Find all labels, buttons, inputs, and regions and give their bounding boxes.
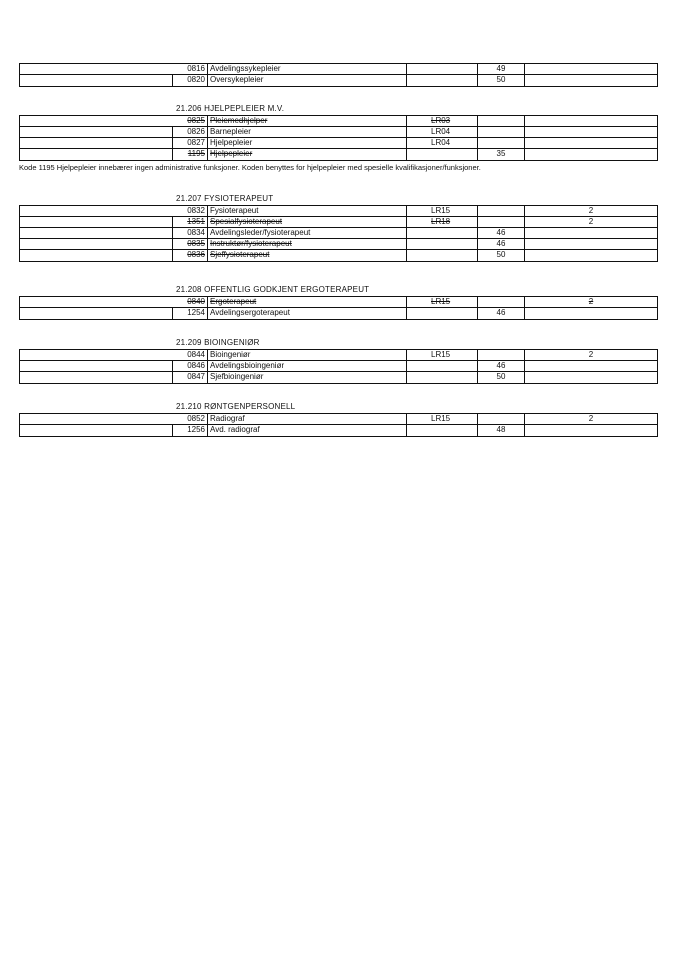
value-cell: 46 — [477, 239, 524, 249]
code-cell: 0820 — [172, 75, 208, 86]
lr-cell — [406, 250, 477, 261]
name-cell: Bioingeniør — [210, 350, 251, 359]
section-title: 21.208 OFFENTLIG GODKJENT ERGOTERAPEUT — [176, 285, 370, 294]
code-cell: 0844 — [172, 350, 208, 360]
last-cell: 2 — [524, 217, 657, 227]
last-cell: 2 — [524, 350, 657, 360]
name-cell: Avdelingssykepleier — [210, 64, 281, 73]
last-cell: 2 — [524, 297, 657, 307]
name-cell: Avdelingsergoterapeut — [210, 308, 290, 317]
lr-cell: LR15 — [406, 297, 477, 307]
value-cell: 50 — [477, 250, 524, 261]
lr-cell — [406, 425, 477, 436]
name-cell: Avdelingsbioingeniør — [210, 361, 285, 370]
last-cell — [524, 250, 657, 261]
section-title: 21.207 FYSIOTERAPEUT — [176, 194, 274, 203]
lr-cell: LR04 — [406, 138, 477, 148]
value-cell — [477, 206, 524, 216]
last-cell — [524, 361, 657, 371]
name-cell: Fysioterapeut — [210, 206, 259, 215]
table-sec3 — [19, 296, 658, 320]
name-cell: Oversykepleier — [210, 75, 264, 84]
code-cell: 0832 — [172, 206, 208, 216]
table-row — [20, 350, 657, 361]
code-cell: 0816 — [172, 64, 208, 74]
value-cell — [477, 297, 524, 307]
table-row — [20, 116, 657, 127]
table-row — [20, 297, 657, 308]
lr-cell: LR15 — [406, 414, 477, 424]
name-cell: Instruktør/fysioterapeut — [210, 239, 292, 248]
table-sec5 — [19, 413, 658, 437]
name-cell: Hjelpepleier — [210, 149, 253, 158]
name-cell: Hjelpepleier — [210, 138, 253, 147]
value-cell — [477, 116, 524, 126]
lr-cell — [406, 372, 477, 383]
footnote: Kode 1195 Hjelpepleier innebærer ingen administrative funksjoner. Koden benyttes for hjelpepleier med spesielle kvalifikasjoner/funksjoner. — [19, 163, 481, 172]
value-cell — [477, 138, 524, 148]
last-cell — [524, 127, 657, 137]
name-cell: Barnepleier — [210, 127, 251, 136]
value-cell — [477, 217, 524, 227]
last-cell: 2 — [524, 206, 657, 216]
table-sec2 — [19, 205, 658, 262]
lr-cell: LR03 — [406, 116, 477, 126]
table-row — [20, 372, 657, 383]
code-cell: 0852 — [172, 414, 208, 424]
name-cell: Avd. radiograf — [210, 425, 260, 434]
table-row — [20, 239, 657, 250]
lr-cell: LR04 — [406, 127, 477, 137]
table-row — [20, 64, 657, 75]
lr-cell — [406, 239, 477, 249]
code-cell: 1256 — [172, 425, 208, 436]
value-cell: 48 — [477, 425, 524, 436]
code-cell: 0847 — [172, 372, 208, 383]
code-cell: 0835 — [172, 239, 208, 249]
code-cell: 0827 — [172, 138, 208, 148]
lr-cell: LR15 — [406, 350, 477, 360]
lr-cell: LR18 — [406, 217, 477, 227]
value-cell — [477, 127, 524, 137]
value-cell: 50 — [477, 372, 524, 383]
table-row — [20, 75, 657, 86]
table-row — [20, 149, 657, 160]
code-cell: 0826 — [172, 127, 208, 137]
value-cell: 50 — [477, 75, 524, 86]
code-cell: 1351 — [172, 217, 208, 227]
name-cell: Sjeffysioterapeut — [210, 250, 270, 259]
last-cell — [524, 372, 657, 383]
name-cell: Radiograf — [210, 414, 245, 423]
code-cell: 0846 — [172, 361, 208, 371]
table-row — [20, 138, 657, 149]
lr-cell — [406, 75, 477, 86]
code-cell: 0840 — [172, 297, 208, 307]
value-cell: 49 — [477, 64, 524, 74]
table-row — [20, 206, 657, 217]
last-cell — [524, 149, 657, 160]
lr-cell — [406, 228, 477, 238]
lr-cell: LR15 — [406, 206, 477, 216]
last-cell — [524, 64, 657, 74]
table-row — [20, 425, 657, 436]
code-cell: 1254 — [172, 308, 208, 319]
table-row — [20, 361, 657, 372]
value-cell: 46 — [477, 228, 524, 238]
table-row — [20, 217, 657, 228]
lr-cell — [406, 308, 477, 319]
value-cell: 35 — [477, 149, 524, 160]
last-cell: 2 — [524, 414, 657, 424]
name-cell: Pleiemedhjelper — [210, 116, 268, 125]
name-cell: Ergoterapeut — [210, 297, 257, 306]
last-cell — [524, 75, 657, 86]
table-row — [20, 414, 657, 425]
table-row — [20, 127, 657, 138]
last-cell — [524, 425, 657, 436]
lr-cell — [406, 149, 477, 160]
lr-cell — [406, 64, 477, 74]
section-title: 21.206 HJELPEPLEIER M.V. — [176, 104, 285, 113]
section-title: 21.210 RØNTGENPERSONELL — [176, 402, 296, 411]
value-cell — [477, 414, 524, 424]
value-cell: 46 — [477, 308, 524, 319]
table-sec1 — [19, 115, 658, 161]
table-row — [20, 228, 657, 239]
name-cell: Spesialfysioterapeut — [210, 217, 283, 226]
table-row — [20, 250, 657, 261]
section-title: 21.209 BIOINGENIØR — [176, 338, 260, 347]
value-cell — [477, 350, 524, 360]
value-cell: 46 — [477, 361, 524, 371]
code-cell: 1195 — [172, 149, 208, 160]
name-cell: Avdelingsleder/fysioterapeut — [210, 228, 311, 237]
code-cell: 0836 — [172, 250, 208, 261]
lr-cell — [406, 361, 477, 371]
table-sec4 — [19, 349, 658, 384]
last-cell — [524, 308, 657, 319]
last-cell — [524, 116, 657, 126]
table-row — [20, 308, 657, 319]
last-cell — [524, 138, 657, 148]
name-cell: Sjefbioingeniør — [210, 372, 264, 381]
last-cell — [524, 228, 657, 238]
code-cell: 0834 — [172, 228, 208, 238]
table-sec0 — [19, 63, 658, 87]
last-cell — [524, 239, 657, 249]
code-cell: 0825 — [172, 116, 208, 126]
